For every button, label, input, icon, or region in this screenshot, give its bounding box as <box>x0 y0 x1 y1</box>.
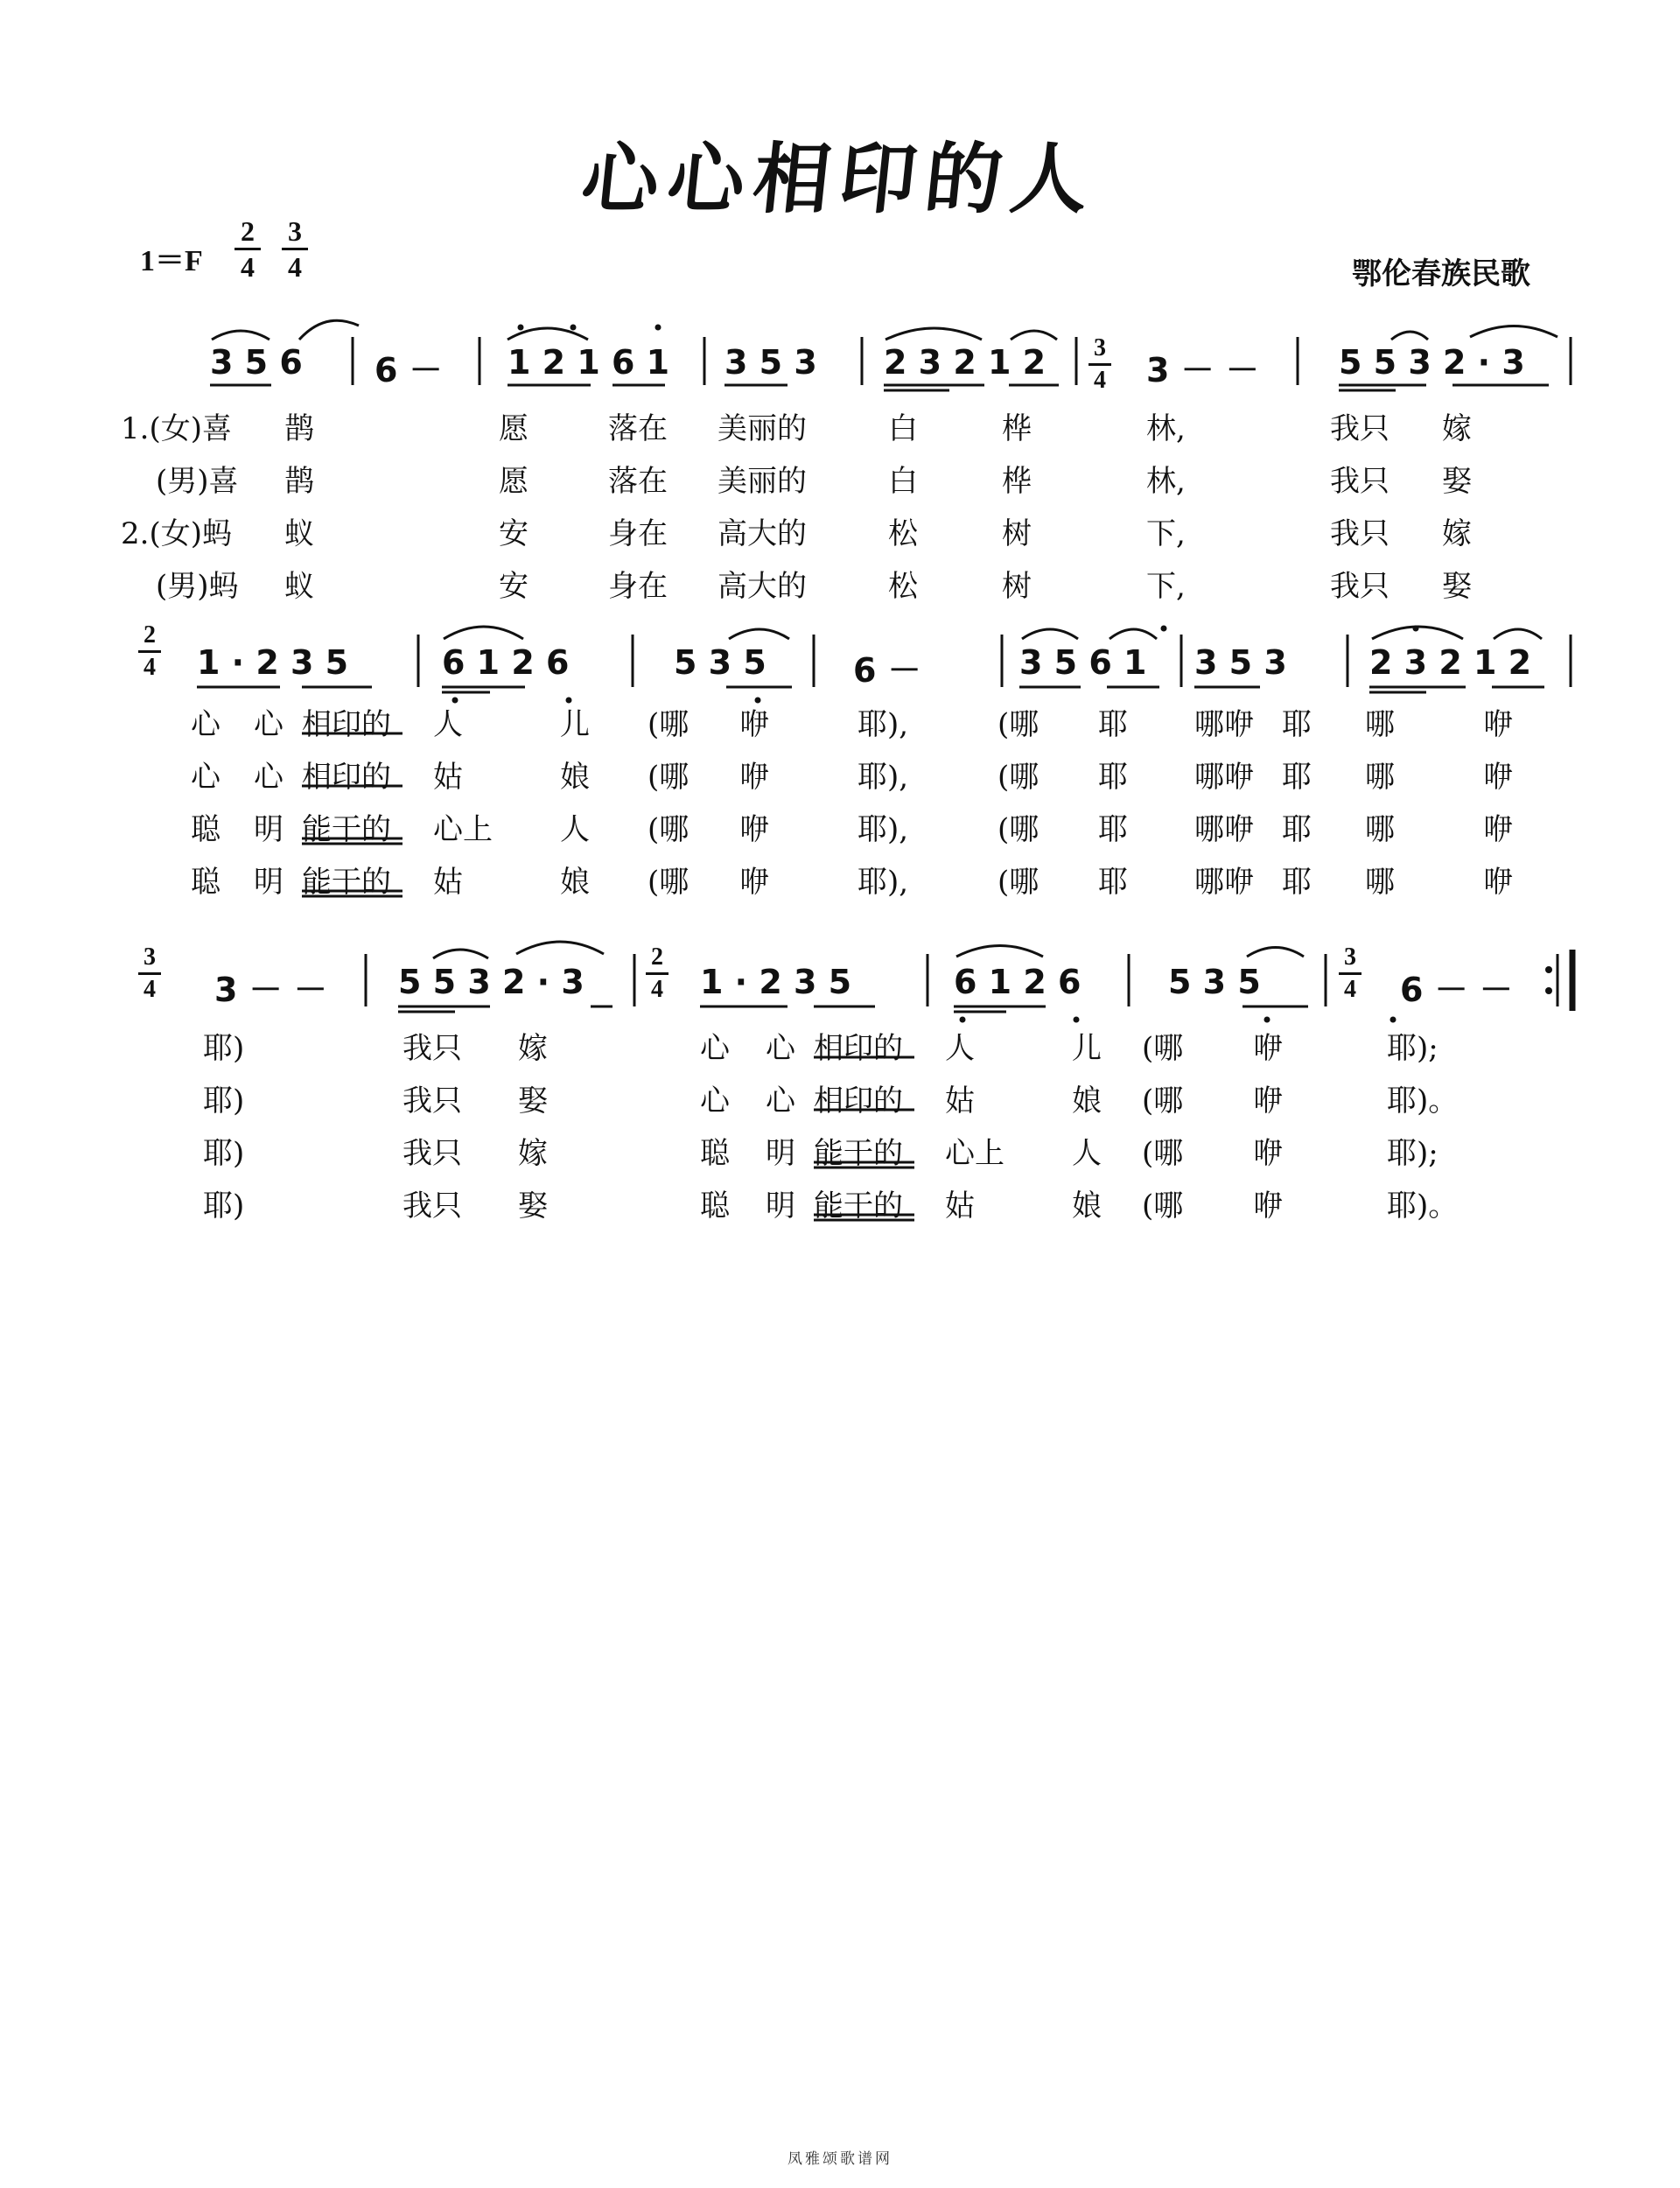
s2-measure-6: 3 5 3 <box>1194 643 1287 682</box>
lyric-syllable: 松 <box>888 516 918 551</box>
lyric-syllable: 白 <box>888 411 918 446</box>
lyric-syllable: 我只 <box>1330 464 1390 499</box>
lyric-syllable: 耶)。 <box>1387 1189 1459 1224</box>
lyric-syllable: 美丽的 <box>718 464 807 499</box>
lyric-syllable: 我只 <box>1330 569 1390 604</box>
lyric-syllable: 心 <box>191 707 220 742</box>
key-signature: 1＝F <box>140 245 203 277</box>
lyric-syllable: 哪咿 <box>1194 707 1254 742</box>
lyric-syllable: 耶 <box>1098 760 1128 795</box>
lyric-syllable: 心 <box>700 1031 730 1066</box>
lyric-syllable: 明 <box>766 1136 795 1171</box>
lyric-syllable: 相印的 <box>814 1083 903 1119</box>
s3-time-3-4: 3 4 <box>138 945 161 1002</box>
lyric-syllable: 聪 <box>700 1189 730 1224</box>
s1-measure-1: 3 5 6 <box>210 343 303 382</box>
lyric-syllable: 能干的 <box>814 1136 903 1171</box>
lyric-syllable: 人 <box>945 1031 975 1066</box>
lyric-syllable: 高大的 <box>718 516 807 551</box>
lyric-syllable: 耶 <box>1282 865 1312 900</box>
lyric-syllable: 心 <box>254 707 284 742</box>
lyric-syllable: (哪 <box>1142 1083 1184 1119</box>
lyric-syllable: 耶), <box>858 812 909 847</box>
lyric-syllable: 娶 <box>1442 464 1472 499</box>
lyric-syllable: (哪 <box>1142 1189 1184 1224</box>
lyric-syllable: (哪 <box>998 760 1040 795</box>
lyric-syllable: 娶 <box>518 1083 548 1119</box>
s1-measure-3: 1 2 1 6 1 <box>508 343 670 382</box>
lyric-syllable: 我只 <box>402 1083 462 1119</box>
lyric-syllable: 耶) <box>203 1031 245 1066</box>
lyric-syllable: 心上 <box>433 812 493 847</box>
lyric-syllable: 蚁 <box>284 516 314 551</box>
lyric-syllable: 我只 <box>402 1189 462 1224</box>
s1-measure-4: 3 5 3 <box>724 343 817 382</box>
lyric-syllable: 聪 <box>700 1136 730 1171</box>
song-attribution: 鄂伦春族民歌 <box>1352 256 1530 291</box>
lyric-syllable: 相印的 <box>302 760 391 795</box>
lyric-syllable: 咿 <box>1253 1189 1283 1224</box>
lyric-syllable: 儿 <box>1072 1031 1102 1066</box>
lyric-syllable: 愿 <box>499 411 528 446</box>
lyric-syllable: (男)喜 <box>156 464 239 499</box>
lyric-syllable: 哪咿 <box>1194 812 1254 847</box>
lyric-syllable: 娶 <box>518 1189 548 1224</box>
lyric-syllable: 嫁 <box>518 1136 548 1171</box>
lyric-syllable: 耶 <box>1098 707 1128 742</box>
lyric-syllable: 姑 <box>945 1083 975 1119</box>
lyric-syllable: (哪 <box>648 760 690 795</box>
s3-measure-2: 5 5 3 2 · 3 <box>398 963 584 1001</box>
s3-measure-3: 1 · 2 3 5 <box>700 963 852 1001</box>
lyric-syllable: 耶) <box>203 1083 245 1119</box>
lyric-syllable: 娘 <box>1072 1083 1102 1119</box>
lyric-syllable: 人 <box>433 707 463 742</box>
lyric-syllable: 耶)。 <box>1387 1083 1459 1119</box>
lyric-syllable: 美丽的 <box>718 411 807 446</box>
lyric-syllable: 2.(女)蚂 <box>121 516 232 551</box>
s1-time-3-4: 3 4 <box>1088 336 1111 393</box>
s2-measure-3: 5 3 5 <box>674 643 766 682</box>
lyric-syllable: 耶 <box>1282 812 1312 847</box>
lyric-syllable: 儿 <box>560 707 590 742</box>
lyric-syllable: 咿 <box>739 760 769 795</box>
lyric-syllable: 姑 <box>945 1189 975 1224</box>
s3-measure-6: 6 － － <box>1400 971 1513 1009</box>
s3-time-2-4: 2 4 <box>646 945 668 1002</box>
lyric-syllable: 哪咿 <box>1194 865 1254 900</box>
lyric-syllable: 能干的 <box>302 865 391 900</box>
lyric-syllable: 耶 <box>1098 812 1128 847</box>
lyric-syllable: 心 <box>254 760 284 795</box>
lyric-syllable: (哪 <box>648 812 690 847</box>
lyric-syllable: 耶), <box>858 865 909 900</box>
lyric-syllable: 咿 <box>1253 1083 1283 1119</box>
lyric-syllable: 心上 <box>945 1136 1004 1171</box>
lyric-syllable: 咿 <box>739 812 769 847</box>
lyric-syllable: 鹊 <box>284 411 314 446</box>
lyric-syllable: 心 <box>191 760 220 795</box>
lyric-syllable: 林, <box>1146 464 1186 499</box>
s3-measure-5: 5 3 5 <box>1168 963 1261 1001</box>
lyric-syllable: 1.(女)喜 <box>121 411 232 446</box>
lyric-syllable: 娘 <box>560 865 590 900</box>
lyric-syllable: 桦 <box>1002 411 1032 446</box>
s3-time-3-4-b: 3 4 <box>1339 945 1362 1002</box>
lyric-syllable: 林, <box>1146 411 1186 446</box>
lyric-syllable: 哪 <box>1365 812 1395 847</box>
lyric-syllable: 安 <box>499 569 528 604</box>
lyric-syllable: 耶 <box>1282 707 1312 742</box>
lyric-syllable: 咿 <box>1483 865 1513 900</box>
lyric-syllable: 我只 <box>402 1031 462 1066</box>
lyric-syllable: 安 <box>499 516 528 551</box>
lyric-syllable: 明 <box>254 812 284 847</box>
lyric-syllable: 白 <box>888 464 918 499</box>
lyric-syllable: (哪 <box>998 865 1040 900</box>
s2-measure-5: 3 5 6 1 <box>1019 643 1147 682</box>
time-signature-3-4: 3 4 <box>282 217 308 281</box>
lyric-syllable: 哪咿 <box>1194 760 1254 795</box>
lyric-syllable: 娘 <box>560 760 590 795</box>
lyric-syllable: 咿 <box>739 865 769 900</box>
lyric-syllable: 耶), <box>858 760 909 795</box>
lyric-syllable: 高大的 <box>718 569 807 604</box>
lyric-syllable: 我只 <box>1330 411 1390 446</box>
lyric-syllable: (哪 <box>1142 1031 1184 1066</box>
lyric-syllable: 人 <box>560 812 590 847</box>
lyric-syllable: 嫁 <box>1442 516 1472 551</box>
lyric-syllable: 咿 <box>1253 1031 1283 1066</box>
lyric-syllable: 咿 <box>1253 1136 1283 1171</box>
lyric-syllable: 下, <box>1146 569 1186 604</box>
lyric-syllable: 树 <box>1002 516 1032 551</box>
s1-measure-5: 2 3 2 1 2 <box>884 343 1046 382</box>
lyric-syllable: 嫁 <box>1442 411 1472 446</box>
lyric-syllable: (男)蚂 <box>156 569 239 604</box>
lyric-syllable: 明 <box>766 1189 795 1224</box>
lyric-syllable: 咿 <box>739 707 769 742</box>
lyric-syllable: 嫁 <box>518 1031 548 1066</box>
lyric-syllable: 娘 <box>1072 1189 1102 1224</box>
lyric-syllable: 姑 <box>433 865 463 900</box>
lyric-syllable: 蚁 <box>284 569 314 604</box>
lyric-syllable: (哪 <box>648 865 690 900</box>
lyric-syllable: (哪 <box>1142 1136 1184 1171</box>
s2-measure-1: 1 · 2 3 5 <box>197 643 349 682</box>
lyric-syllable: 耶); <box>1387 1136 1438 1171</box>
lyric-syllable: 耶) <box>203 1189 245 1224</box>
lyric-syllable: 心 <box>766 1031 795 1066</box>
lyric-syllable: 落在 <box>608 411 668 446</box>
lyric-syllable: 身在 <box>608 516 668 551</box>
lyric-syllable: (哪 <box>998 812 1040 847</box>
lyric-syllable: 松 <box>888 569 918 604</box>
song-title: 心心相印的人 <box>577 134 1102 224</box>
lyric-syllable: 相印的 <box>814 1031 903 1066</box>
footer-watermark: 凤雅颂歌谱网 <box>788 2150 892 2168</box>
s1-measure-6: 3 － － <box>1146 351 1259 389</box>
lyric-syllable: 聪 <box>191 865 220 900</box>
lyric-syllable: (哪 <box>998 707 1040 742</box>
lyric-syllable: 哪 <box>1365 865 1395 900</box>
s3-measure-4: 6 1 2 6 <box>954 963 1082 1001</box>
lyric-syllable: 心 <box>766 1083 795 1119</box>
lyric-syllable: 心 <box>700 1083 730 1119</box>
lyric-syllable: 耶); <box>1387 1031 1438 1066</box>
lyric-syllable: 下, <box>1146 516 1186 551</box>
lyric-syllable: 我只 <box>1330 516 1390 551</box>
lyric-syllable: 耶), <box>858 707 909 742</box>
lyric-syllable: 咿 <box>1483 707 1513 742</box>
lyric-syllable: 树 <box>1002 569 1032 604</box>
lyric-syllable: 耶 <box>1282 760 1312 795</box>
time-signature-2-4: 2 4 <box>234 217 261 281</box>
lyric-syllable: 耶 <box>1098 865 1128 900</box>
lyric-syllable: 姑 <box>433 760 463 795</box>
s1-measure-7: 5 5 3 2 · 3 <box>1339 343 1525 382</box>
s1-measure-2: 6 － <box>374 351 443 389</box>
s2-measure-4: 6 － <box>853 651 921 690</box>
lyric-syllable: 哪 <box>1365 707 1395 742</box>
lyric-syllable: 娶 <box>1442 569 1472 604</box>
lyric-syllable: 鹊 <box>284 464 314 499</box>
lyric-syllable: 能干的 <box>814 1189 903 1224</box>
lyric-syllable: 明 <box>254 865 284 900</box>
lyric-syllable: (哪 <box>648 707 690 742</box>
lyric-syllable: 落在 <box>608 464 668 499</box>
lyric-syllable: 我只 <box>402 1136 462 1171</box>
lyric-syllable: 聪 <box>191 812 220 847</box>
lyric-syllable: 能干的 <box>302 812 391 847</box>
lyric-syllable: 愿 <box>499 464 528 499</box>
lyric-syllable: 相印的 <box>302 707 391 742</box>
lyric-syllable: 耶) <box>203 1136 245 1171</box>
lyric-syllable: 哪 <box>1365 760 1395 795</box>
lyric-syllable: 咿 <box>1483 760 1513 795</box>
lyric-syllable: 咿 <box>1483 812 1513 847</box>
lyric-syllable: 桦 <box>1002 464 1032 499</box>
s2-measure-7: 2 3 2 1 2 <box>1369 643 1532 682</box>
lyric-syllable: 身在 <box>608 569 668 604</box>
s2-measure-2: 6 1 2 6 <box>442 643 570 682</box>
s3-measure-1: 3 － － <box>214 971 327 1009</box>
lyric-syllable: 人 <box>1072 1136 1102 1171</box>
s2-time-2-4: 2 4 <box>138 623 161 680</box>
